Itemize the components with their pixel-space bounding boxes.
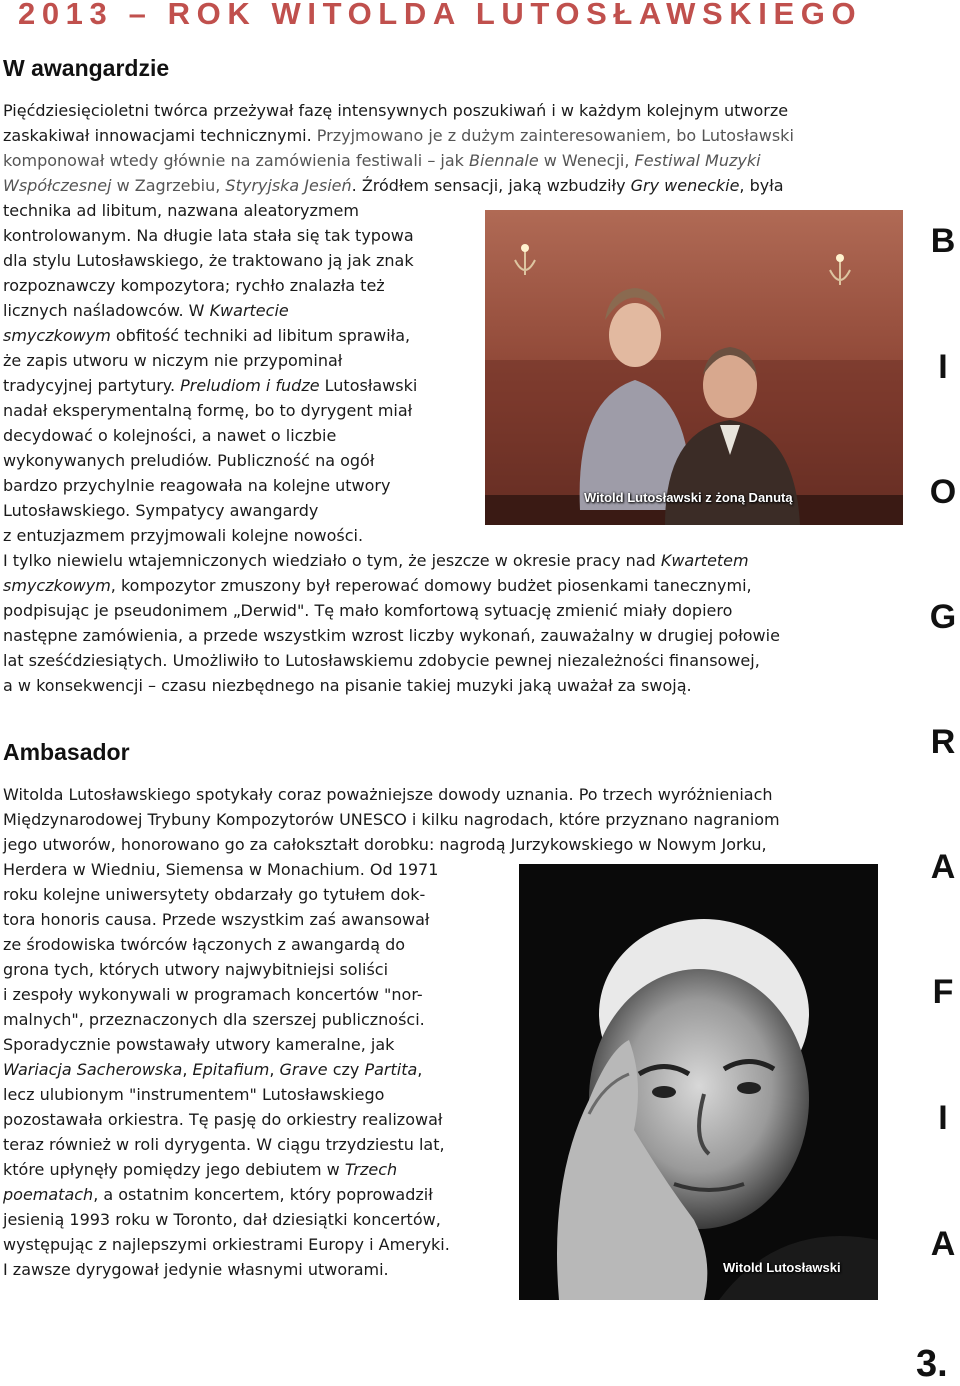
text-segment: malnych", przeznaczonych dla szerszej publiczności. (3, 1010, 425, 1029)
text-segment: technika ad libitum, nazwana aleatoryzmem (3, 201, 359, 220)
portrait-photo-caption: Witold Lutosławski (723, 1260, 841, 1275)
text-segment: rozpoznawczy kompozytora; rychło znalazła też (3, 276, 385, 295)
text-segment: tora honoris causa. Przede wszystkim zaś awansował (3, 910, 430, 929)
text-segment: , była (739, 176, 784, 195)
text-segment: bardzo przychylnie reagowała na kolejne utwory (3, 476, 391, 495)
text-segment: i zespoły wykonywali w programach koncertów "nor- (3, 985, 423, 1004)
page-number: 3. (916, 1343, 948, 1385)
text-segment: że zapis utworu w niczym nie przypominał (3, 351, 343, 370)
text-segment: Pięćdziesięcioletni twórca przeżywał fazę intensywnych poszukiwań i w każdym kolejnym utworze (3, 101, 789, 120)
text-segment: Sporadycznie powstawały utwory kameralne, jak (3, 1035, 395, 1054)
text-segment: kontrolowanym. Na długie lata stała się tak typowa (3, 226, 414, 245)
text-segment: , (269, 1060, 280, 1079)
text-segment: nadał eksperymentalną formę, bo to dyrygent miał (3, 401, 413, 420)
text-segment: obfitość techniki ad libitum sprawiła, (110, 326, 411, 345)
text-segment: dla stylu Lutosławskiego, że traktowano ją jak znak (3, 251, 414, 270)
text-segment: Lutosławski (319, 376, 418, 395)
text-segment: pozostawała orkiestra. Tę pasję do orkiestry realizował (3, 1110, 443, 1129)
side-letter: A (930, 848, 956, 886)
text-line (3, 832, 780, 857)
text-line (3, 98, 794, 123)
text-segment: grona tych, których utwory najwybitniejsi soliści (3, 960, 389, 979)
side-letter: B (930, 222, 956, 260)
text-segment: decydować o kolejności, a nawet o liczbie (3, 426, 337, 445)
text-segment: jesienią 1993 roku w Toronto, dał dziesiątki koncertów, (3, 1210, 441, 1229)
text-segment: Festiwal Muzyki (634, 151, 761, 170)
text-segment: Biennale (469, 151, 539, 170)
text-segment: ze środowiska twórców łączonych z awangardą do (3, 935, 406, 954)
text-segment: Preludiom i fudze (180, 376, 320, 395)
text-line (3, 648, 794, 673)
text-segment: teraz również w roli dyrygenta. W ciągu trzydziestu lat, (3, 1135, 445, 1154)
text-segment: komponował wtedy głównie na zamówienia festiwali – jak (3, 151, 470, 170)
text-segment: Międzynarodowej Trybuny Kompozytorów UNESCO i kilku nagrodach, które przyznano nagraniom (3, 810, 780, 829)
text-segment: z entuzjazmem przyjmowali kolejne nowości. (3, 526, 364, 545)
text-line (3, 598, 794, 623)
text-line (3, 623, 794, 648)
text-segment: I tylko niewielu wtajemniczonych wiedziało o tym, że jeszcze w okresie pracy nad (3, 551, 661, 570)
side-letter: G (929, 598, 957, 636)
side-letter: A (930, 1225, 956, 1263)
page-header: 2013 – ROK WITOLDA LUTOSŁAWSKIEGO (18, 0, 863, 31)
side-letter: O (929, 473, 957, 511)
text-line (3, 782, 780, 807)
text-segment: licznych naśladowców. W (3, 301, 210, 320)
text-segment: , a ostatnim koncertem, który poprowadził (93, 1185, 433, 1204)
text-segment: tradycyjnej partytury. (3, 376, 181, 395)
text-line (3, 148, 794, 173)
text-segment: Przyjmowano je z dużym zainteresowaniem, bo Lutosławski (316, 126, 794, 145)
text-segment: Kwartetem (660, 551, 749, 570)
text-segment: , (417, 1060, 423, 1079)
couple-photo-caption: Witold Lutosławski z żoną Danutą (584, 490, 793, 505)
text-segment: lecz ulubionym "instrumentem" Lutosławskiego (3, 1085, 385, 1104)
text-segment: roku kolejne uniwersytety obdarzały go tytułem dok- (3, 885, 426, 904)
text-line (3, 807, 780, 832)
text-segment: podpisując je pseudonimem „Derwid". Tę mało komfortową sytuację zmienić miały dopiero (3, 601, 733, 620)
text-segment: Partita (364, 1060, 418, 1079)
photo-lutoslawski-portrait (519, 864, 878, 1300)
text-segment: wykonywanych preludiów. Publiczność na ogół (3, 451, 375, 470)
side-letter: F (932, 973, 954, 1011)
text-segment: jego utworów, honorowano go za całokształt dorobku: nagrodą Jurzykowskiego w Nowym Jorku, (3, 835, 767, 854)
text-line (3, 173, 794, 198)
text-segment: które upłynęły pomiędzy jego debiutem w (3, 1160, 345, 1179)
text-line (3, 673, 794, 698)
text-segment: I zawsze dyrygował jedynie własnymi utworami. (3, 1260, 389, 1279)
text-segment: w Wenecji, (538, 151, 635, 170)
text-segment: Współczesnej (3, 176, 112, 195)
text-segment: , (182, 1060, 193, 1079)
text-segment: Wariacja Sacherowska (3, 1060, 183, 1079)
text-segment: następne zamówienia, a przede wszystkim wzrost liczby wykonań, zauważalny w drugiej połowie (3, 626, 780, 645)
text-segment: Gry weneckie (630, 176, 740, 195)
text-line (3, 573, 794, 598)
text-segment: Grave (279, 1060, 328, 1079)
portrait-photo-image (519, 864, 878, 1300)
text-segment: poematach (3, 1185, 94, 1204)
text-segment: Trzech (344, 1160, 398, 1179)
text-segment: , kompozytor zmuszony był reperować domowy budżet piosenkami tanecznymi, (110, 576, 752, 595)
text-segment: a w konsekwencji – czasu niezbędnego na pisanie takiej muzyki jaką uważał za swoją. (3, 676, 692, 695)
text-segment: lat sześćdziesiątych. Umożliwiło to Lutosławskiemu zdobycie pewnej niezależności finansowej, (3, 651, 760, 670)
text-segment: Styryjska Jesień (225, 176, 352, 195)
side-letter: R (930, 723, 956, 761)
side-letter: I (938, 1099, 948, 1137)
text-line (3, 123, 794, 148)
text-segment: występując z najlepszymi orkiestrami Europy i Ameryki. (3, 1235, 450, 1254)
text-segment: w Zagrzebiu, (111, 176, 226, 195)
couple-photo-image (485, 210, 903, 525)
side-letter: I (938, 348, 948, 386)
text-line (3, 548, 794, 573)
text-line (3, 523, 794, 548)
photo-lutoslawski-with-wife (485, 210, 903, 525)
text-segment: Lutosławskiego. Sympatycy awangardy (3, 501, 319, 520)
section-title-awangarda: W awangardzie (3, 55, 170, 81)
text-segment: Epitafium (192, 1060, 270, 1079)
text-segment: zaskakiwał innowacjami technicznymi. (3, 126, 317, 145)
text-segment: Kwartecie (209, 301, 289, 320)
text-segment: smyczkowym (3, 576, 111, 595)
text-segment: Herdera w Wiedniu, Siemensa w Monachium. Od 1971 (3, 860, 439, 879)
text-segment: . Źródłem sensacji, jaką wzbudziły (351, 176, 631, 195)
text-segment: Witolda Lutosławskiego spotykały coraz poważniejsze dowody uznania. Po trzech wyróżnieniach (3, 785, 773, 804)
section-title-ambasador: Ambasador (3, 739, 130, 765)
text-segment: smyczkowym (3, 326, 111, 345)
text-segment: czy (327, 1060, 365, 1079)
